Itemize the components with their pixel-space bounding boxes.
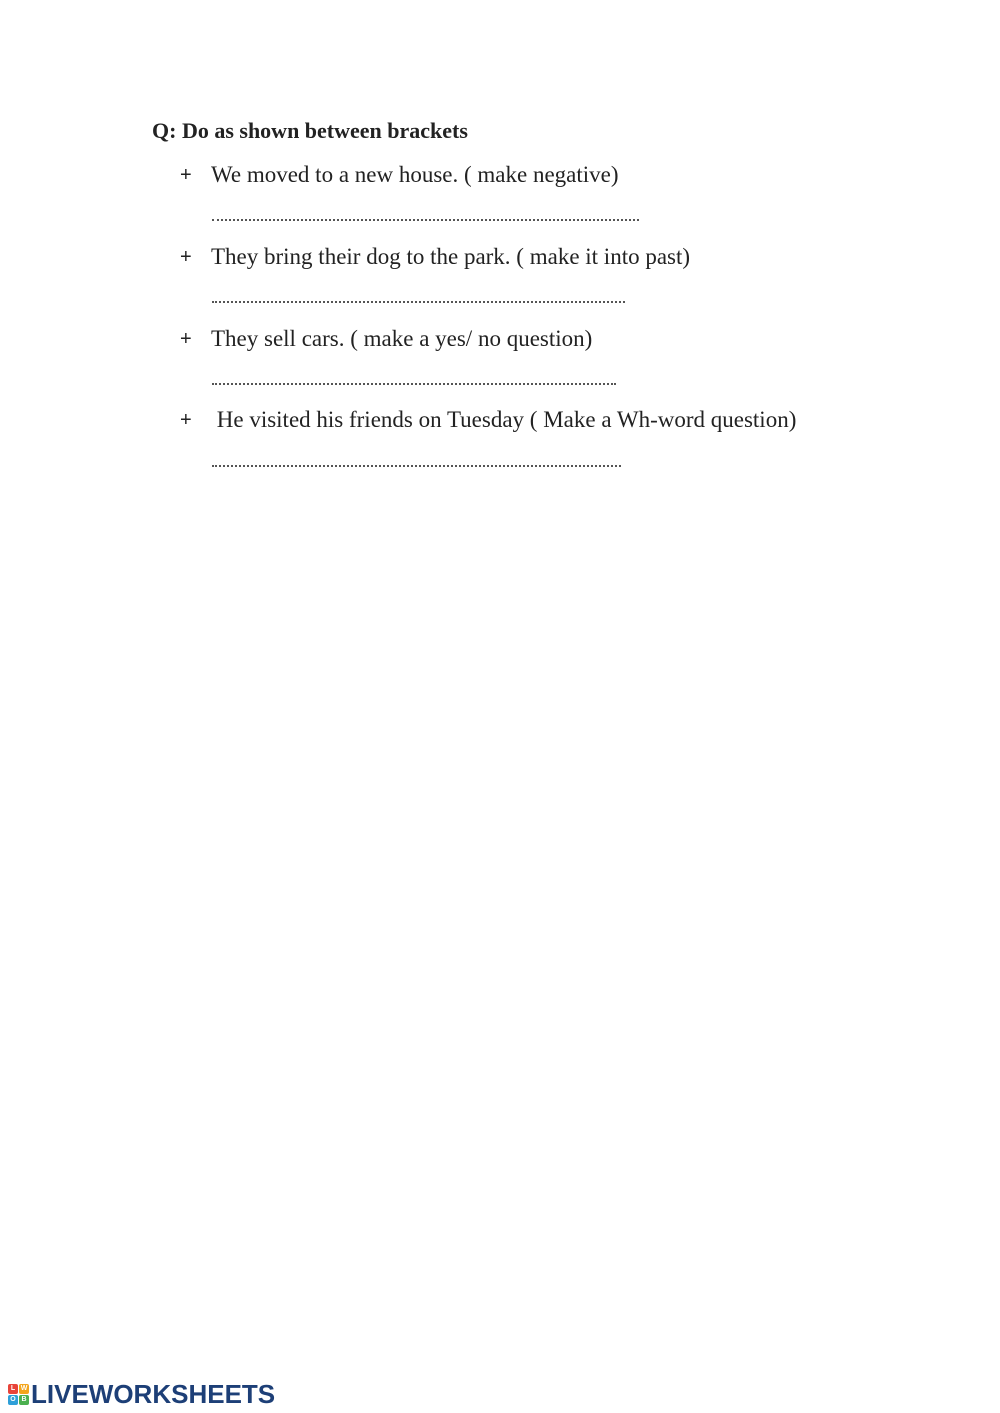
exercise-sentence: We moved to a new house. ( make negative) xyxy=(211,162,619,187)
logo-square: B xyxy=(19,1395,29,1405)
logo-square: O xyxy=(8,1395,18,1405)
exercise-sentence: He visited his friends on Tuesday ( Make a Wh-word question) xyxy=(211,407,797,432)
logo-squares-icon xyxy=(8,1384,29,1405)
plus-bullet-icon: + xyxy=(180,409,192,431)
answer-line[interactable] xyxy=(212,301,625,303)
plus-bullet-icon: + xyxy=(180,246,192,268)
logo-square: L xyxy=(8,1384,18,1394)
answer-line[interactable] xyxy=(212,219,639,221)
plus-bullet-icon: + xyxy=(180,164,192,186)
question-title: Q: Do as shown between brackets xyxy=(152,118,468,143)
exercise-sentence: They sell cars. ( make a yes/ no question) xyxy=(211,326,593,351)
exercise-sentence: They bring their dog to the park. ( make it into past) xyxy=(211,244,691,269)
plus-bullet-icon: + xyxy=(180,328,192,350)
logo-text: LIVEWORKSHEETS xyxy=(31,1379,276,1409)
liveworksheets-logo xyxy=(8,1380,275,1408)
answer-line[interactable] xyxy=(212,465,621,467)
answer-line[interactable] xyxy=(212,383,616,385)
logo-square: W xyxy=(20,1384,28,1392)
